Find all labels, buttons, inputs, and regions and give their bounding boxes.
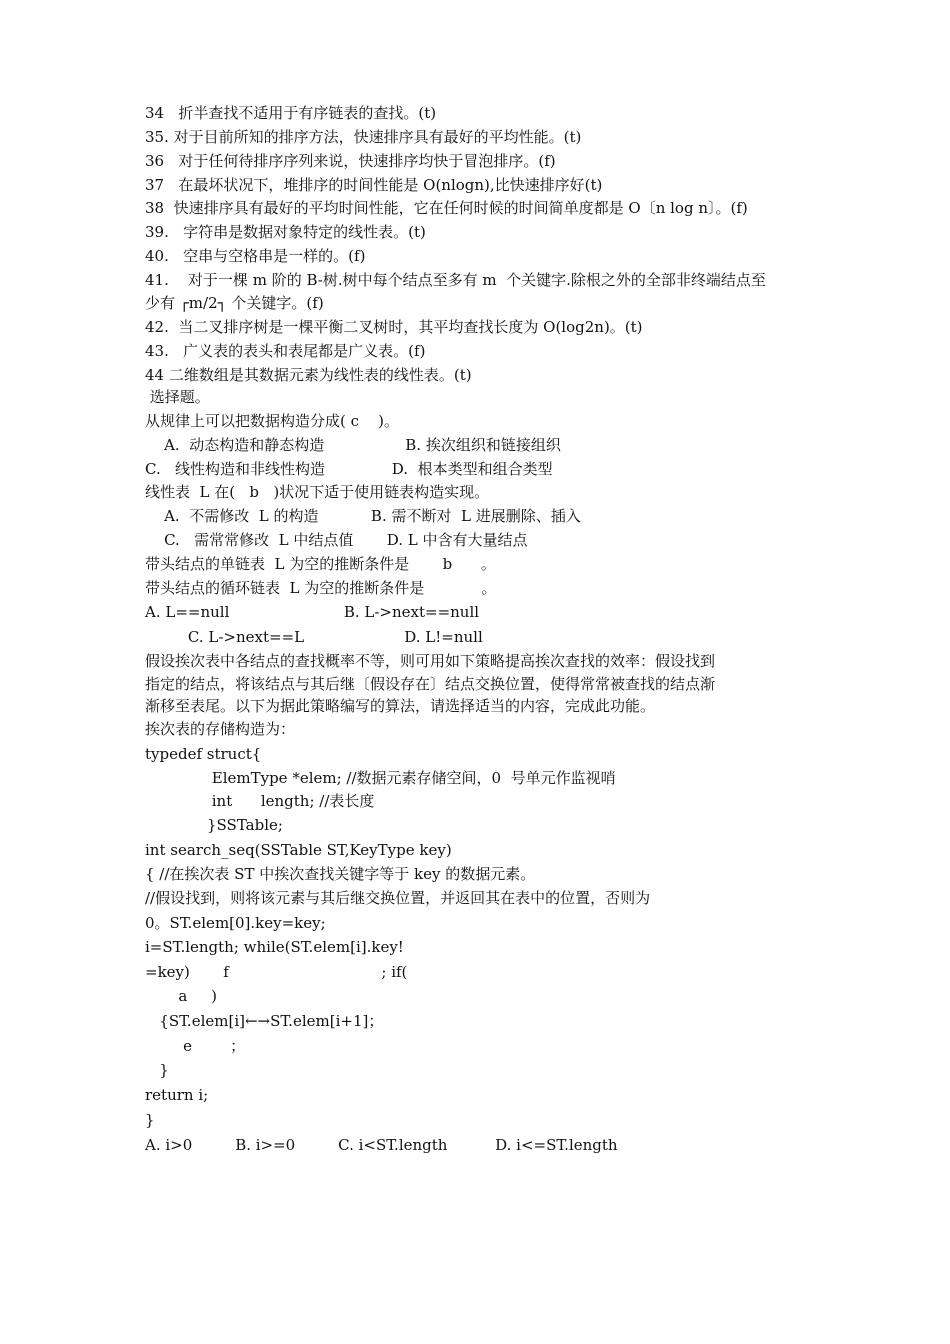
code-line: return i; <box>145 1086 209 1104</box>
text-line: C. L->next==L D. L!=null <box>145 628 483 646</box>
code-line: =key) f ; if( <box>145 963 408 981</box>
text-line: 从规律上可以把数据构造分成( c )。 <box>145 412 399 430</box>
text-line: 40. 空串与空格串是一样的。(f) <box>145 247 366 265</box>
text-line: 指定的结点，将该结点与其后继〔假设存在〕结点交换位置，使得常常被查找的结点渐 <box>145 675 716 693</box>
code-line: } <box>145 1061 169 1079</box>
text-line: 42. 当二叉排序树是一棵平衡二叉树时，其平均查找长度为 O(log2n)。(t) <box>145 318 643 336</box>
text-line: 36 对于任何待排序序列来说，快速排序均快于冒泡排序。(f) <box>145 152 556 170</box>
code-line: e ； <box>145 1037 246 1055</box>
code-line: int length; //表长度 <box>145 792 375 810</box>
text-line: 挨次表的存储构造为： <box>145 720 296 738</box>
code-line: i=ST.length; while(ST.elem[i].key! <box>145 938 404 956</box>
code-line: } <box>145 1111 155 1129</box>
code-line: //假设找到，则将该元素与其后继交换位置，并返回其在表中的位置，否则为 <box>145 889 651 907</box>
text-line: 线性表 L 在( b )状况下适于使用链表构造实现。 <box>145 483 490 501</box>
text-line: 37 在最坏状况下，堆排序的时间性能是 O(nlogn),比快速排序好(t) <box>145 176 603 194</box>
code-line: a ) <box>145 987 218 1005</box>
code-line: { //在挨次表 ST 中挨次查找关键字等于 key 的数据元素。 <box>145 865 536 883</box>
code-line: }SSTable; <box>145 816 283 834</box>
text-line: 44 二维数组是其数据元素为线性表的线性表。(t) <box>145 366 472 384</box>
code-line: int search_seq(SSTable ST,KeyType key) <box>145 841 452 859</box>
text-line: 少有 ┌m/2┐ 个关键字。(f) <box>145 294 324 312</box>
section-heading: 选择题。 <box>145 388 210 406</box>
code-line: typedef struct{ <box>145 745 262 763</box>
text-line: A. i>0 B. i>=0 C. i<ST.length D. i<=ST.length <box>145 1136 618 1154</box>
text-line: C. 线性构造和非线性构造 D. 根本类型和组合类型 <box>145 460 553 478</box>
text-line: 假设挨次表中各结点的查找概率不等，则可用如下策略提高挨次查找的效率：假设找到 <box>145 652 716 670</box>
text-line: 渐移至表尾。以下为据此策略编写的算法，请选择适当的内容，完成此功能。 <box>145 697 656 715</box>
text-line: 带头结点的循环链表 L 为空的推断条件是 。 <box>145 579 497 597</box>
text-line: 34 折半查找不适用于有序链表的查找。(t) <box>145 104 437 122</box>
text-line: 38 快速排序具有最好的平均时间性能，它在任何时候的时间简单度都是 O〔n log n〕。(f) <box>145 199 748 217</box>
text-line: 41. 对于一棵 m 阶的 B-树.树中每个结点至多有 m 个关键字.除根之外的全部非终端结点至 <box>145 271 766 289</box>
code-line: ElemType *elem; //数据元素存储空间，0 号单元作监视哨 <box>145 769 616 787</box>
text-line: 43. 广义表的表头和表尾都是广义表。(f) <box>145 342 426 360</box>
text-line: A. 不需修改 L 的构造 B. 需不断对 L 进展删除、插入 <box>145 507 581 525</box>
text-line: 39. 字符串是数据对象特定的线性表。(t) <box>145 223 426 241</box>
text-line: C. 需常常修改 L 中结点值 D. L 中含有大量结点 <box>145 531 528 549</box>
code-line: 0。ST.elem[0].key=key; <box>145 914 326 932</box>
text-line: A. L==null B. L->next==null <box>145 603 480 621</box>
text-line: 35. 对于目前所知的排序方法，快速排序具有最好的平均性能。(t) <box>145 128 582 146</box>
text-line: A. 动态构造和静态构造 B. 挨次组织和链接组织 <box>145 436 561 454</box>
code-line: {ST.elem[i]←→ST.elem[i+1]； <box>145 1012 384 1030</box>
text-line: 带头结点的单链表 L 为空的推断条件是 b 。 <box>145 555 496 573</box>
